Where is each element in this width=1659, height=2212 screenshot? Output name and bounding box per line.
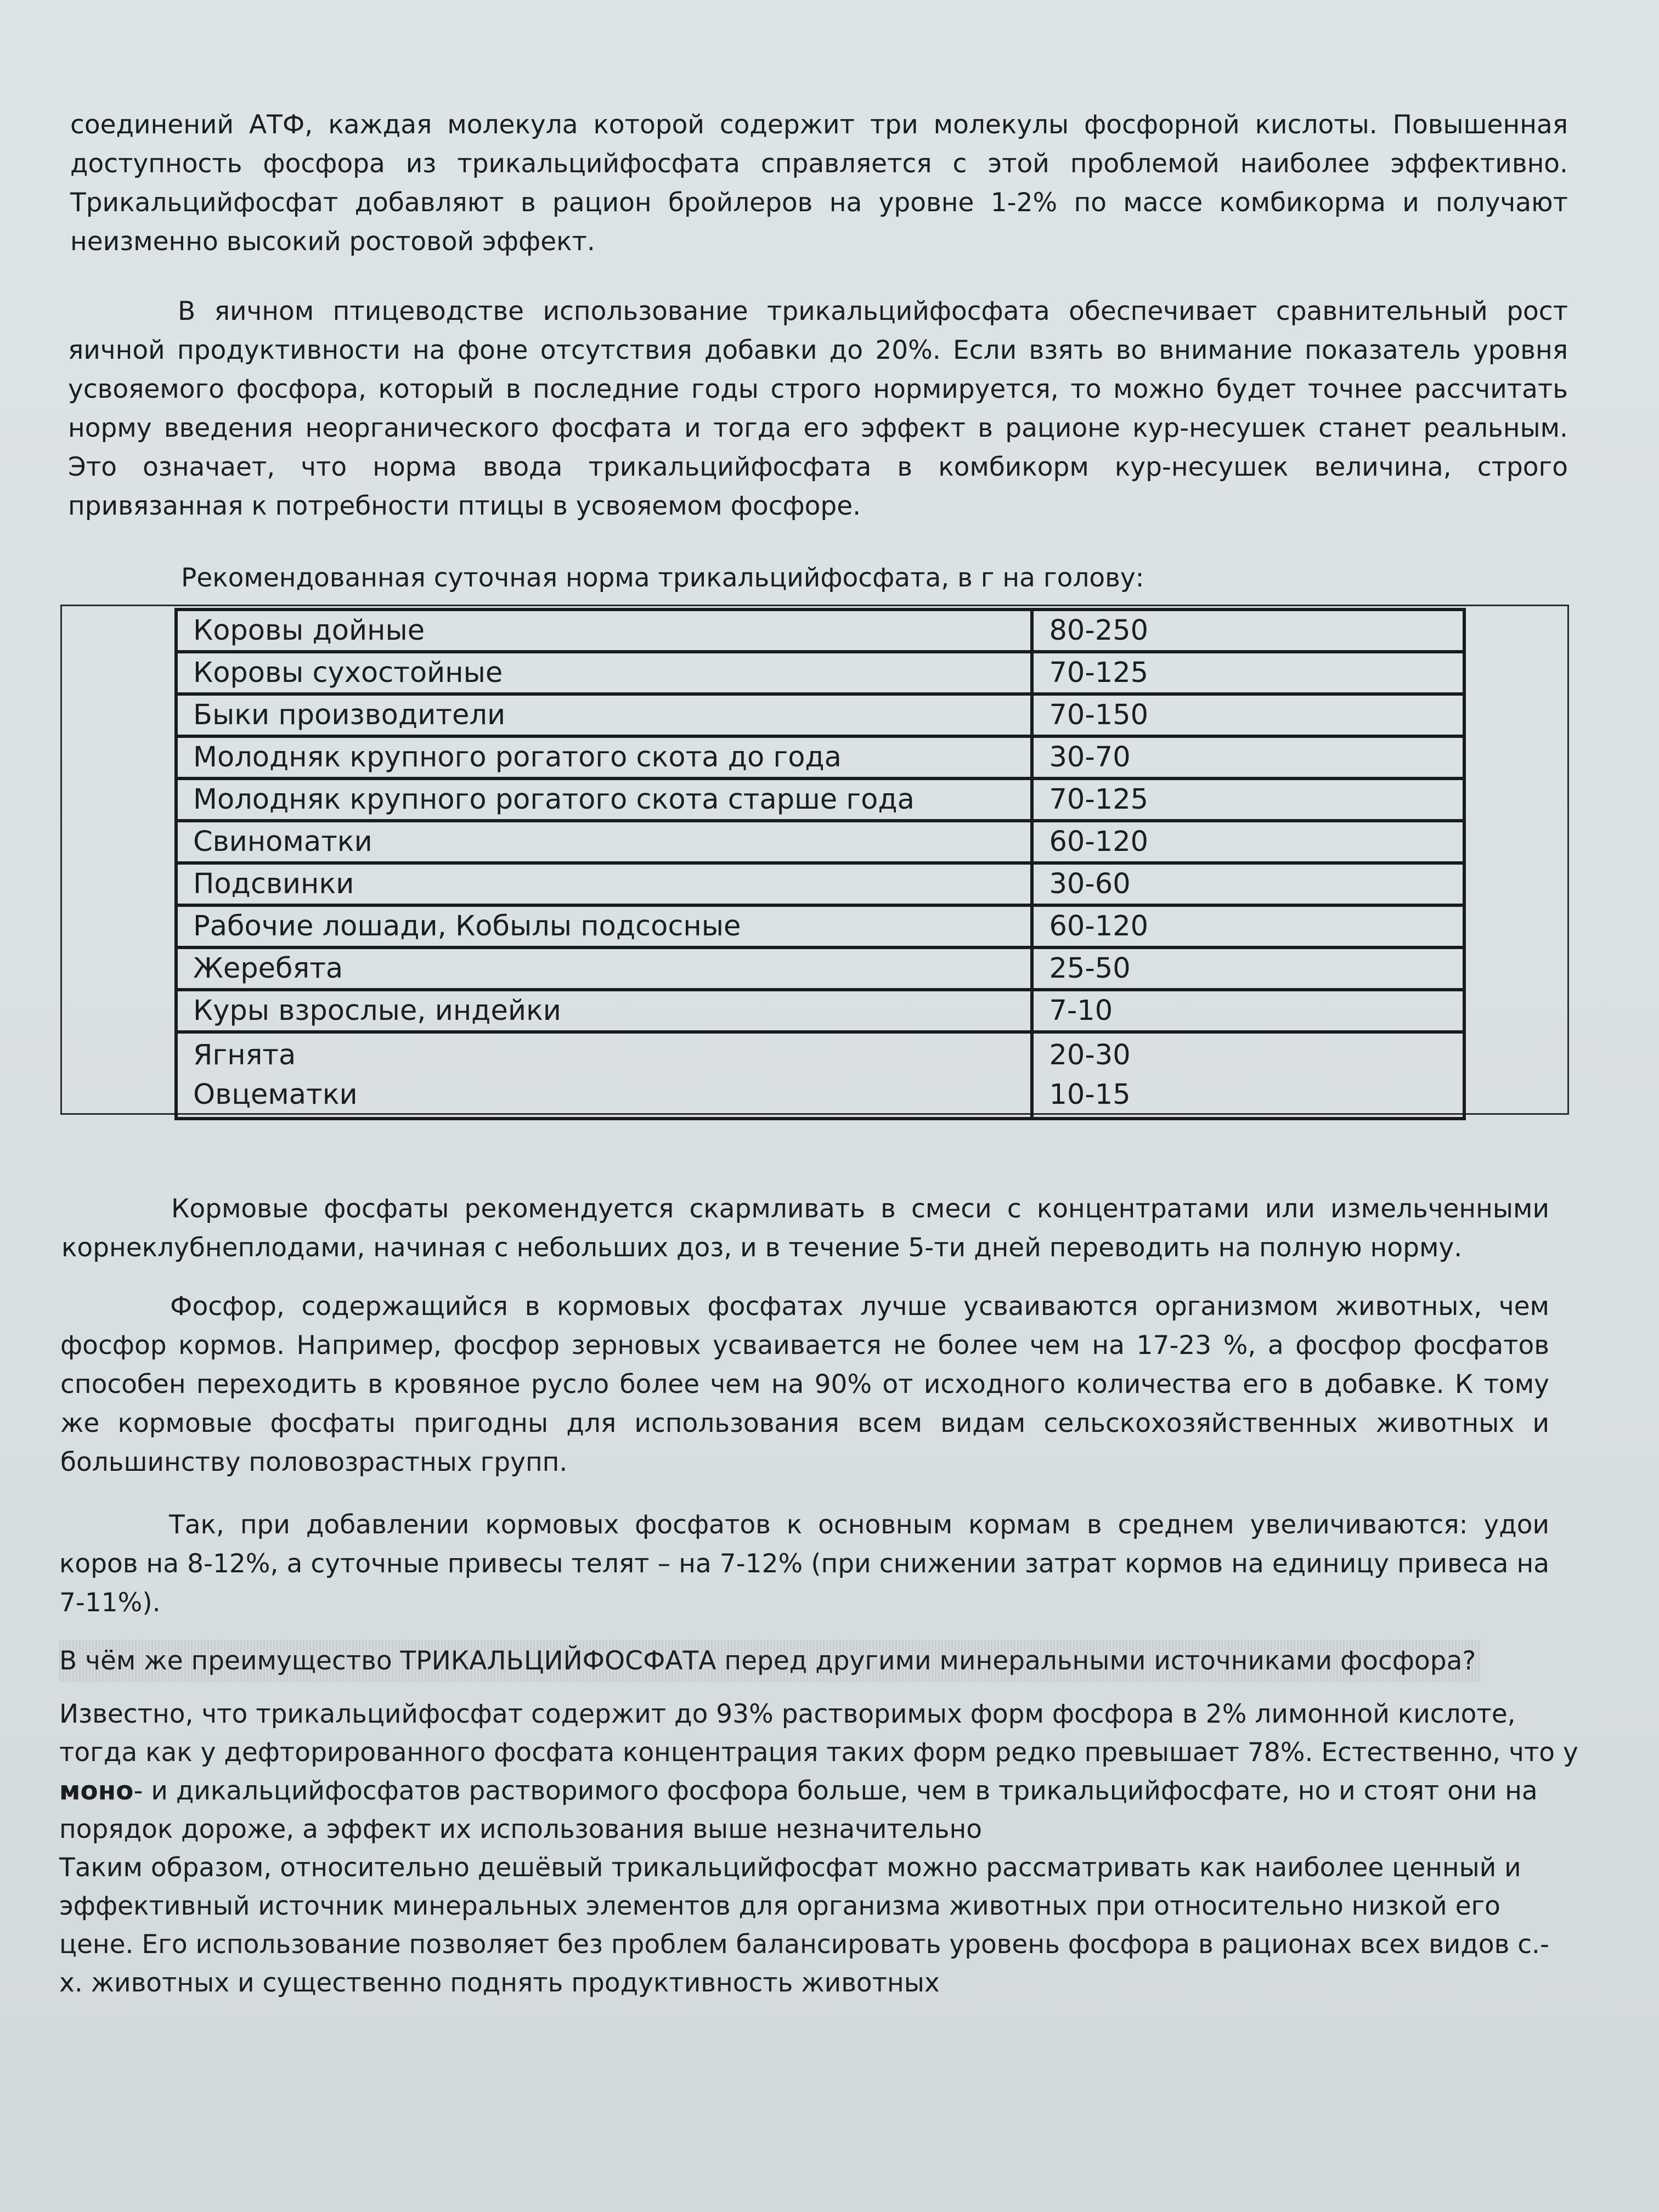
table-row (176, 947, 1464, 990)
paragraph-egg-poultry (68, 292, 1568, 526)
paragraph-atp: соединений АТФ, каждая молекула которой содержит три молекулы фосфорной кислоты. Повышенная доступность фосфора из трикальцийфосфата справляется с этой проблемой наиболее эффективно. Трикальцийфосфат добавляют в рацион бройлеров на уровне 1-2% по массе комбикорма и получают неизменно высокий ростовой эффект. (70, 110, 1568, 257)
table-cell-norm: 70-150 (1032, 694, 1464, 736)
table-row (176, 778, 1464, 821)
table-cell-animal: Коровы дойные (176, 610, 1032, 652)
table-cell-norm (1032, 1032, 1464, 1119)
text-line: Известно, что трикальцийфосфат содержит до 93% растворимых форм фосфора в 2% лимонной кислоте, (59, 1699, 1516, 1729)
text-line: х. животных и существенно поднять продуктивность животных (59, 1968, 940, 1998)
daily-norm-table (174, 608, 1466, 1120)
table-cell-animal: Молодняк крупного рогатого скота до года (176, 736, 1032, 778)
table-cell-animal: Жеребята (176, 947, 1032, 990)
table-cell-norm-ewes: 10-15 (1049, 1079, 1131, 1111)
text-line (59, 1772, 1541, 1810)
paragraph-absorption (60, 1287, 1549, 1482)
paragraph-yield-text: Так, при добавлении кормовых фосфатов к основным кормам в среднем увеличиваются: удои коров на 8-12%, а суточные привесы телят – на 7-12% (при снижении затрат кормов на единицу привеса на 7-11%). (59, 1510, 1549, 1618)
table-cell-animal: Подсвинки (176, 863, 1032, 905)
table-cell-animal: Рабочие лошади, Кобылы подсосные (176, 905, 1032, 947)
table-cell-norm: 60-120 (1032, 821, 1464, 863)
paragraph-egg-poultry-text: В яичном птицеводстве использование трикальцийфосфата обеспечивает сравнительный рост яичной продуктивности на фоне отсутствия добавки до 20%. Если взять во внимание показатель уровня усвояемого фосфора, который в последние годы строго нормируется, то можно будет точнее рассчитать норму введения неорганического фосфата и тогда его эффект в рационе кур-несушек станет реальным. Это означает, что норма ввода трикальцийфосфата в комбикорм кур-несушек величина, строго привязанная к потребности птицы в усвояемом фосфоре. (68, 296, 1568, 521)
table-cell-norm: 70-125 (1032, 652, 1464, 694)
table-cell-norm: 30-60 (1032, 863, 1464, 905)
table-row (176, 821, 1464, 863)
table-cell-norm: 80-250 (1032, 610, 1464, 652)
table-cell-norm: 60-120 (1032, 905, 1464, 947)
table-cell-animal-ewes: Овцематки (193, 1079, 358, 1111)
table-cell-animal-lambs: Ягнята (193, 1039, 296, 1071)
table-row (176, 863, 1464, 905)
paragraph-advantage (59, 1695, 1578, 2002)
text-line: эффективный источник минеральных элементов для организма животных при относительно низкой его (59, 1891, 1500, 1921)
table-row (176, 694, 1464, 736)
table-cell-animal: Свиноматки (176, 821, 1032, 863)
table-cell-norm: 25-50 (1032, 947, 1464, 990)
text-line: тогда как у дефторированного фосфата концентрация таких форм редко превышает 78%. Естественно, что у (59, 1737, 1578, 1768)
table-cell-animal: Куры взрослые, индейки (176, 990, 1032, 1032)
table-cell-animal (176, 1032, 1032, 1119)
text-line: порядок дороже, а эффект их использования выше незначительно (59, 1814, 982, 1844)
table-cell-norm: 70-125 (1032, 778, 1464, 821)
table-caption: Рекомендованная суточная норма трикальцийфосфата, в г на голову: (181, 563, 1144, 593)
table-row (176, 652, 1464, 694)
text-line-rest: - и дикальцийфосфатов растворимого фосфора больше, чем в трикальцийфосфате, но и стоят они на (133, 1776, 1538, 1806)
paragraph-feeding-text: Кормовые фосфаты рекомендуется скармливать в смеси с концентратами или измельченными корнеклубнеплодами, начиная с небольших доз, и в течение 5-ти дней переводить на полную норму. (61, 1194, 1549, 1263)
text-line: цене. Его использование позволяет без проблем балансировать уровень фосфора в рационах всех видов с.- (59, 1929, 1549, 1960)
table-cell-norm: 7-10 (1032, 990, 1464, 1032)
section-question-heading: В чём же преимущество ТРИКАЛЬЦИЙФОСФАТА перед другими минеральными источниками фосфора? (59, 1640, 1481, 1682)
paragraph-absorption-text: Фосфор, содержащийся в кормовых фосфатах лучше усваиваются организмом животных, чем фосфор кормов. Например, фосфор зерновых усваивается не более чем на 17-23 %, а фосфор фосфатов способен переходить в кровяное русло более чем на 90% от исходного количества его в добавке. К тому же кормовые фосфаты пригодны для использования всем видам сельскохозяйственных животных и большинству половозрастных групп. (60, 1291, 1549, 1477)
text-line: Таким образом, относительно дешёвый трикальцийфосфат можно рассматривать как наиболее ценный и (59, 1853, 1521, 1883)
bold-word-mono: моно (59, 1776, 134, 1806)
table-cell-animal: Молодняк крупного рогатого скота старше года (176, 778, 1032, 821)
table-cell-animal: Быки производители (176, 694, 1032, 736)
table-cell-norm: 30-70 (1032, 736, 1464, 778)
table-row (176, 736, 1464, 778)
table-cell-animal: Коровы сухостойные (176, 652, 1032, 694)
paragraph-feeding (61, 1189, 1549, 1267)
table-row (176, 905, 1464, 947)
table-row (176, 990, 1464, 1032)
table-row (176, 610, 1464, 652)
table-row (176, 1032, 1464, 1119)
table-cell-norm-lambs: 20-30 (1049, 1039, 1131, 1071)
paragraph-yield (59, 1505, 1549, 1622)
